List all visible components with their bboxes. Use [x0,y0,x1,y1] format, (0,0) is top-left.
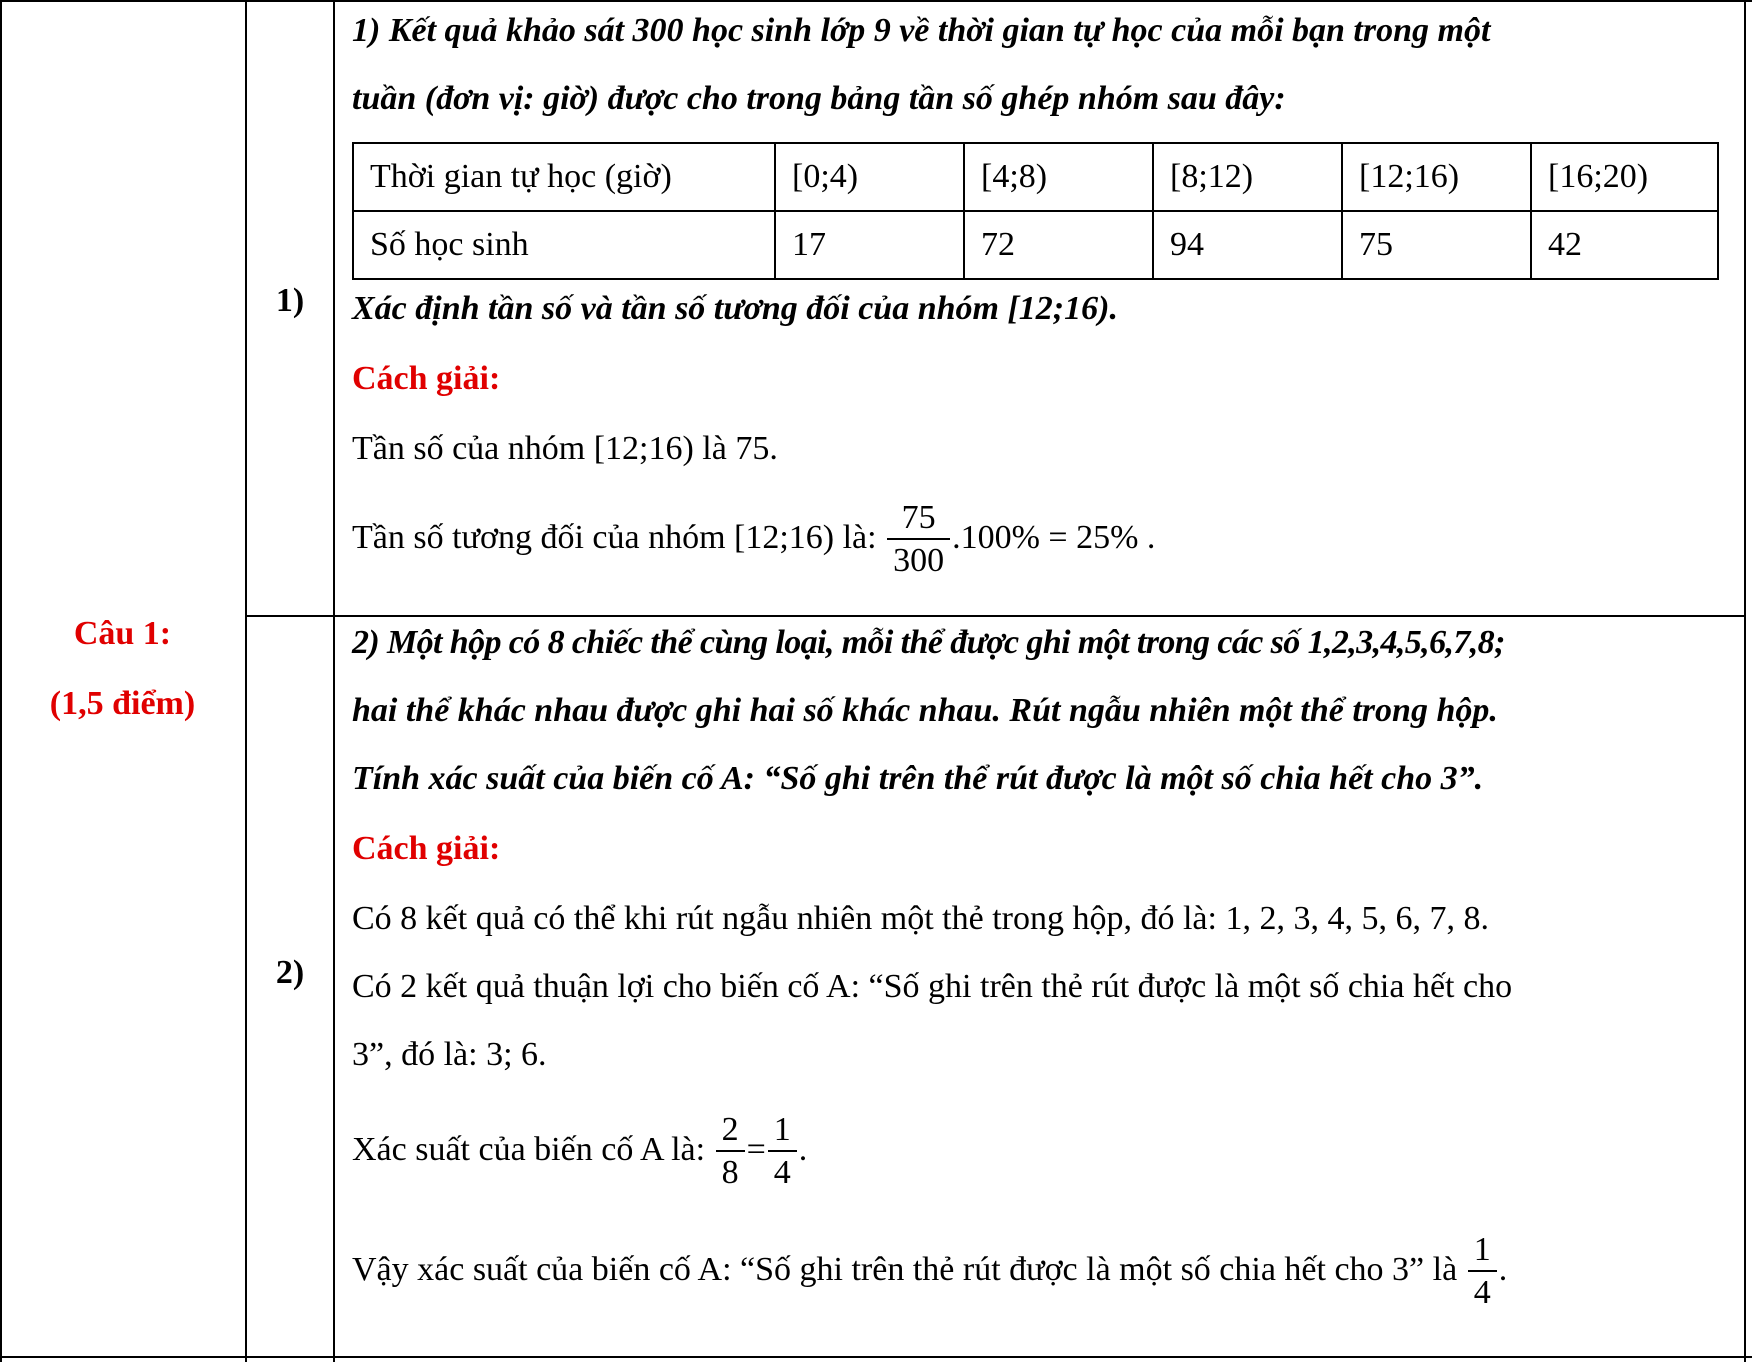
fraction-75-300 [887,498,950,582]
part-2-number: 2) [275,954,305,991]
table-count-3: 75 [1342,211,1531,279]
fraction-1-4 [768,1110,797,1194]
table-group-1: [4;8) [964,143,1153,211]
part-2-line-5-suffix: . [1498,1250,1508,1288]
fraction-denominator: 4 [1468,1270,1497,1314]
part-1-solution-heading: Cách giải: [352,360,501,397]
fraction-1-4-final [1468,1230,1497,1314]
fraction-2-8 [716,1110,745,1194]
question-points: (1,5 điểm) [49,685,196,722]
table-group-4: [16;20) [1531,143,1718,211]
part-2-question-line-2: hai thể khác nhau được ghi hai số khác nhau. Rút ngẫu nhiên một thể trong hộp. [352,692,1498,729]
fraction-numerator: 2 [721,1111,739,1148]
table-row-label: Số học sinh [353,211,775,279]
table-group-2: [8;12) [1153,143,1342,211]
part-2-solution-line-5 [352,1230,1507,1314]
part-1-task: Xác định tần số và tần số tương đối của nhóm [12;16). [352,290,1118,327]
part-1-question-line-2: tuần (đơn vị: giờ) được cho trong bảng tần số ghép nhóm sau đây: [352,80,1286,117]
part-1-number: 1) [275,282,305,319]
part-2-line-4-suffix: . [798,1130,808,1168]
part-2-question-line-1: 2) Một hộp có 8 chiếc thể cùng loại, mỗi thể được ghi một trong các số 1,2,3,4,5,6,7,8; [352,624,1505,661]
table-count-4: 42 [1531,211,1718,279]
table-group-0: [0;4) [775,143,964,211]
part-2-solution-heading: Cách giải: [352,830,501,867]
fraction-denominator: 4 [768,1150,797,1194]
fraction-numerator: 75 [901,499,936,536]
part-2-solution-line-1: Có 8 kết quả có thể khi rút ngẫu nhiên một thẻ trong hộp, đó là: 1, 2, 3, 4, 5, 6, 7, 8. [352,900,1489,937]
part-2-line-4-prefix: Xác suất của biến cố A là: [352,1130,706,1168]
part-1-line-2-prefix: Tần số tương đối của nhóm [12;16) là: [352,518,877,556]
table-count-2: 94 [1153,211,1342,279]
fraction-numerator: 1 [1473,1231,1491,1268]
table-row [353,143,1718,211]
part-2-solution-line-4 [352,1110,807,1194]
bottom-border [0,1356,1752,1358]
column-divider-2 [333,0,335,1362]
part-2-solution-line-3: 3”, đó là: 3; 6. [352,1036,547,1073]
table-header-label: Thời gian tự học (giờ) [353,143,775,211]
part-1-solution-line-2 [352,498,1155,582]
table-count-1: 72 [964,211,1153,279]
fraction-denominator: 8 [716,1150,745,1194]
equals-sign: = [746,1130,766,1168]
part-divider [245,615,1746,617]
table-count-0: 17 [775,211,964,279]
part-1-question-line-1: 1) Kết quả khảo sát 300 học sinh lớp 9 về thời gian tự học của mỗi bạn trong một [352,12,1491,49]
table-group-3: [12;16) [1342,143,1531,211]
part-1-line-2-suffix: .100% = 25% . [952,518,1156,556]
column-divider-1 [245,0,247,1362]
top-border [0,0,1752,2]
fraction-numerator: 1 [773,1111,791,1148]
question-label: Câu 1: [73,615,172,652]
part-2-question-line-3: Tính xác suất của biến cố A: “Số ghi trên thể rút được là một số chia hết cho 3”. [352,760,1484,797]
part-2-solution-line-2: Có 2 kết quả thuận lợi cho biến cố A: “Số ghi trên thẻ rút được là một số chia hết cho [352,968,1513,1005]
table-row [353,211,1718,279]
part-1-solution-line-1: Tần số của nhóm [12;16) là 75. [352,430,778,467]
right-border [1744,0,1746,1362]
fraction-denominator: 300 [887,538,950,582]
part-2-line-5-prefix: Vậy xác suất của biến cố A: “Số ghi trên thẻ rút được là một số chia hết cho 3” là [352,1250,1458,1288]
frequency-table [352,142,1719,280]
